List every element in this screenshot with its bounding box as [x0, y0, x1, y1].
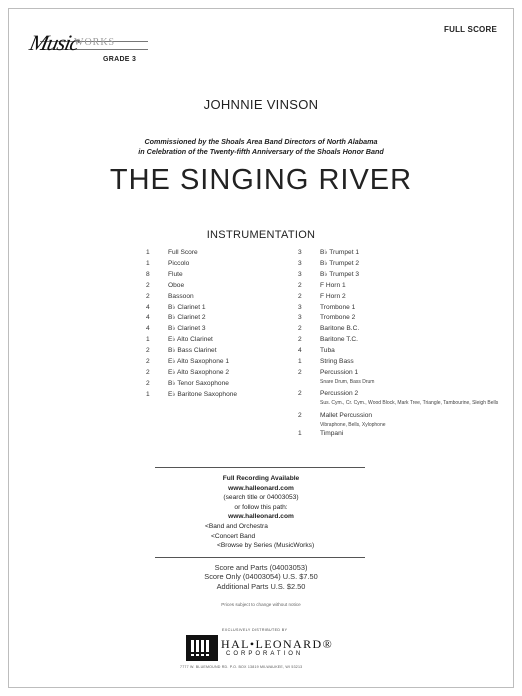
page-title: THE SINGING RIVER	[109, 164, 413, 196]
instrument-name: F Horn 2	[320, 292, 346, 300]
publisher-logo	[180, 628, 345, 678]
recording-search-hint: (search title or 04003053)	[223, 494, 299, 502]
instrument-quantity: 2	[146, 292, 150, 300]
instrument-row	[298, 346, 498, 357]
instrument-quantity: 3	[298, 303, 302, 311]
instrument-note: Sus. Cym., Cr. Cym., Wood Block, Mark Tree, Triangle, Tambourine, Sleigh Bells	[320, 400, 499, 407]
instrument-name: Tuba	[320, 347, 335, 355]
instrument-name: Mallet Percussion	[320, 411, 373, 419]
instrument-quantity: 2	[146, 281, 150, 289]
parts-line-1: Score and Parts (04003053)	[214, 563, 308, 572]
instrument-row	[146, 390, 237, 401]
instrument-row	[298, 389, 498, 407]
instrument-name: E♭ Alto Saxophone 2	[168, 368, 230, 376]
instrument-row	[146, 248, 237, 259]
parts-pricing	[0, 563, 522, 591]
instrument-quantity: 2	[146, 368, 150, 376]
instrument-quantity: 1	[298, 358, 302, 366]
instrument-row	[298, 270, 498, 281]
instrument-quantity: 2	[146, 358, 150, 366]
recording-heading: Full Recording Available	[222, 475, 300, 482]
instrument-name: Full Score	[168, 249, 198, 256]
instrument-name: B♭ Trumpet 2	[320, 259, 360, 267]
publisher-name: HAL•LEONARD®	[221, 637, 334, 651]
instrument-name: Percussion 1	[320, 368, 359, 376]
instrument-name: Flute	[168, 270, 183, 278]
instrument-name: String Bass	[320, 358, 354, 366]
instrument-name: B♭ Tenor Saxophone	[168, 379, 229, 387]
logo-script: Music	[27, 30, 82, 55]
instrument-row	[146, 379, 237, 390]
parts-line-2: Score Only (04003054) U.S. $7.50	[204, 572, 318, 582]
instrument-row	[298, 303, 498, 314]
instrument-quantity: 3	[298, 249, 302, 256]
instrument-name: B♭ Clarinet 1	[168, 303, 206, 311]
instrument-quantity: 8	[146, 270, 150, 278]
instrument-quantity: 3	[298, 259, 302, 267]
distributed-by: EXCLUSIVELY DISTRIBUTED BY	[222, 628, 288, 632]
instrument-row	[298, 324, 498, 335]
instrument-row	[298, 335, 498, 346]
instrument-row	[146, 270, 237, 281]
browse-path-3: <Browse by Series (MusicWorks)	[217, 542, 315, 550]
instrument-quantity: 3	[298, 314, 302, 322]
instrument-row	[146, 324, 237, 335]
logo-works: WORKS	[74, 37, 116, 48]
instrument-row	[298, 248, 498, 259]
publisher-address: 7777 W. BLUEMOUND RD. P.O. BOX 13819 MILWAUKEE, WI 53213	[180, 665, 303, 669]
instrument-quantity: 1	[298, 430, 302, 438]
hal-leonard-emblem	[186, 635, 218, 661]
instrument-row	[298, 292, 498, 303]
recording-info	[0, 474, 522, 551]
instrument-quantity: 4	[146, 314, 150, 322]
instrument-name: F Horn 1	[320, 281, 346, 289]
instrument-quantity: 2	[146, 379, 150, 387]
instrument-name: Trombone 1	[320, 303, 356, 311]
instrument-quantity: 4	[146, 325, 150, 333]
instrument-row	[146, 303, 237, 314]
divider-bottom	[155, 557, 365, 558]
price-notice: Prices subject to change without notice	[221, 602, 301, 607]
instrument-quantity: 2	[298, 336, 302, 344]
instrument-name: Trombone 2	[320, 314, 356, 322]
instrument-name: B♭ Trumpet 1	[320, 249, 360, 256]
instrument-note: Snare Drum, Bass Drum	[320, 378, 375, 385]
instrument-row	[146, 259, 237, 270]
instrument-name: Oboe	[168, 281, 185, 289]
instrument-row	[298, 411, 498, 429]
publisher-corporation: CORPORATION	[226, 651, 304, 657]
instrument-name: B♭ Clarinet 3	[168, 325, 206, 333]
instrument-row	[298, 313, 498, 324]
instrument-quantity: 1	[146, 336, 150, 344]
instrument-row	[146, 335, 237, 346]
instrument-quantity: 1	[146, 259, 150, 267]
instrument-note: Vibraphone, Bells, Xylophone	[320, 421, 386, 428]
instrument-quantity: 2	[298, 292, 302, 300]
instrument-name: Baritone T.C.	[320, 336, 358, 344]
instrument-row	[146, 292, 237, 303]
instrument-name: Timpani	[320, 430, 344, 438]
instrument-name: B♭ Bass Clarinet	[168, 347, 217, 355]
instrument-name: Piccolo	[168, 259, 190, 267]
commission-line-1: Commissioned by the Shoals Area Band Directors of North Alabama	[144, 137, 378, 146]
instrument-quantity: 4	[298, 347, 302, 355]
instrument-quantity: 3	[298, 270, 302, 278]
instrument-quantity: 2	[146, 347, 150, 355]
instrument-row	[298, 368, 498, 386]
instrument-row	[146, 281, 237, 292]
instrument-name: E♭ Alto Saxophone 1	[168, 358, 230, 366]
instrument-name: E♭ Baritone Saxophone	[168, 390, 238, 398]
instrumentation-left-column	[146, 248, 237, 401]
instrument-name: B♭ Trumpet 3	[320, 270, 360, 278]
browse-path	[201, 522, 321, 551]
browse-path-1: <Band and Orchestra	[205, 522, 268, 530]
recording-site-link[interactable]: www.halleonard.com	[228, 484, 294, 492]
instrument-row	[146, 368, 237, 379]
commission-note	[0, 137, 522, 157]
instrument-quantity: 2	[298, 325, 302, 333]
instrument-row	[146, 346, 237, 357]
divider-top	[155, 467, 365, 468]
instrument-quantity: 2	[298, 411, 302, 419]
instrument-quantity: 2	[298, 368, 302, 376]
instrument-row	[146, 313, 237, 324]
instrumentation-right-column	[298, 248, 498, 440]
instrument-quantity: 1	[146, 249, 150, 256]
instrument-quantity: 2	[298, 390, 302, 398]
instrument-name: Bassoon	[168, 292, 194, 300]
instrument-quantity: 1	[146, 390, 150, 398]
instrument-name: B♭ Clarinet 2	[168, 314, 206, 322]
instrument-name: Baritone B.C.	[320, 325, 360, 333]
recording-site-link-2[interactable]: www.halleonard.com	[228, 513, 294, 521]
browse-path-2: <Concert Band	[211, 532, 256, 540]
commission-line-2: in Celebration of the Twenty-fifth Anniversary of the Shoals Honor Band	[138, 147, 384, 156]
recording-follow-text: or follow this path:	[234, 503, 288, 511]
instrument-quantity: 2	[298, 281, 302, 289]
full-score-label: FULL SCORE	[444, 25, 497, 34]
instrument-name: Percussion 2	[320, 390, 359, 398]
instrument-quantity: 4	[146, 303, 150, 311]
composer-name: JOHNNIE VINSON	[203, 97, 319, 112]
emblem-icon	[186, 635, 218, 661]
instrument-row	[298, 429, 498, 440]
instrument-row	[298, 357, 498, 368]
grade-label: GRADE 3	[103, 56, 137, 63]
instrument-row	[298, 281, 498, 292]
instrument-row	[146, 357, 237, 368]
instrument-row	[298, 259, 498, 270]
parts-line-3: Additional Parts U.S. $2.50	[216, 581, 306, 591]
instrument-name: E♭ Alto Clarinet	[168, 336, 213, 344]
instrumentation-heading: INSTRUMENTATION	[206, 229, 316, 241]
